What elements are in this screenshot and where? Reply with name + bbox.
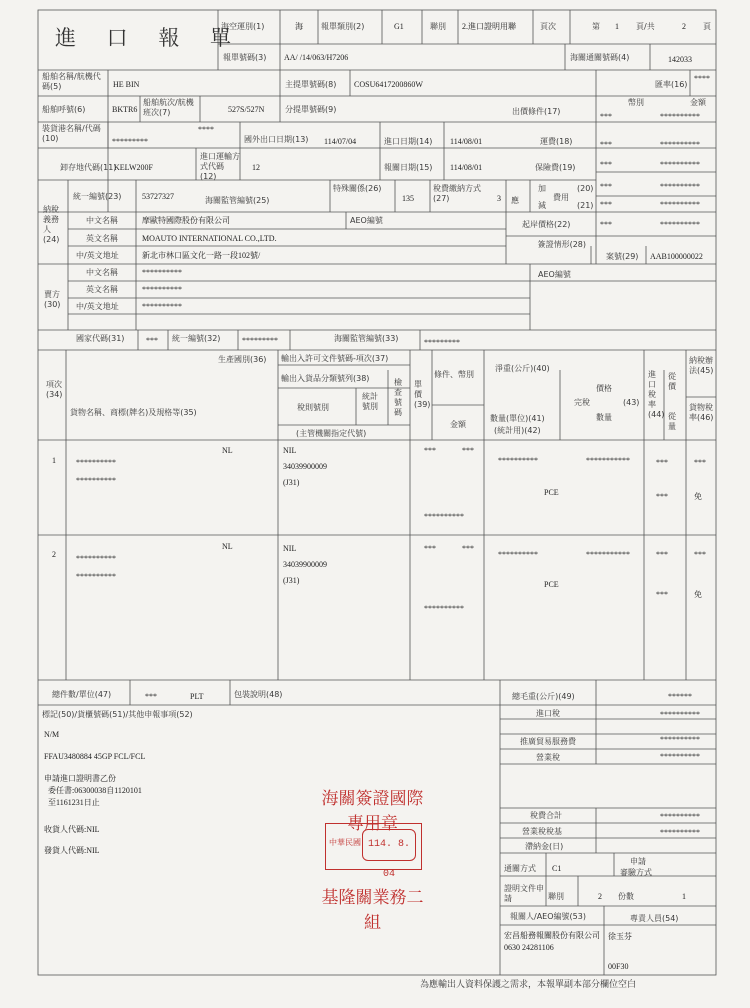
vat-base-value: ********** (660, 828, 700, 837)
seller-unified-label: 統一編號(32) (172, 334, 221, 343)
adj1-amount: ********** (660, 182, 700, 191)
freight-amount: ********** (660, 140, 700, 149)
specialist-code-value: 00F30 (608, 962, 629, 971)
clearance-value: C1 (552, 864, 562, 873)
page-no-label: 第 (592, 22, 600, 31)
insurance-currency: *** (600, 160, 612, 169)
page-label: 頁次 (540, 22, 556, 31)
item-value: *********** (586, 456, 630, 465)
export-date-value: 114/07/04 (324, 137, 357, 146)
rate-value: **** (694, 74, 710, 83)
stamp-left-text: 中華民國 (329, 838, 361, 847)
footer-note: 為應輸出人資料保護之需求，本報單副本部分欄位空白 (420, 980, 637, 990)
adj-no2: (21) (577, 201, 594, 210)
stamp-top-text: 海關簽證國際專用章 (321, 789, 424, 834)
item-cond: *** (424, 446, 436, 455)
adj1-currency: *** (600, 182, 612, 191)
item-value: *********** (586, 550, 630, 559)
dept-label: 從價 (668, 372, 676, 391)
transport-mode-label: 海空運別(1) (221, 22, 265, 31)
gross-wt-value: ****** (668, 692, 692, 701)
item-net-wt: ********** (498, 550, 538, 559)
customs-reg-label: 海關監管編號(25) (205, 196, 270, 205)
qty-label: 數量(單位)(41) (490, 414, 545, 423)
item-desc-2: ********** (76, 572, 116, 581)
adj2-amount: ********** (660, 200, 700, 209)
cond-label: 條件、幣別 (434, 370, 474, 379)
business-tax-value: ********** (660, 752, 700, 761)
loading-port-code: **** (198, 125, 214, 134)
stamp-bottom-text: 基隆關業務二組 (321, 888, 424, 933)
cif-label: 起岸價格(22) (522, 220, 571, 229)
seller-cn-label: 中文名稱 (86, 268, 118, 277)
seller-unified-value: ********* (242, 336, 278, 345)
add-label: 加 (538, 184, 546, 193)
pkg-desc-label: 包裝說明(48) (234, 690, 283, 699)
item-amount: ********** (424, 604, 464, 613)
value-no-label: (43) (623, 398, 640, 407)
item-rate-1: *** (656, 458, 668, 467)
currency-label: 幣別 (628, 98, 644, 107)
loading-port-value: ********* (112, 137, 148, 146)
special-rel-label: 特殊關係(26) (333, 184, 382, 193)
decl-date-value: 114/08/01 (450, 163, 483, 172)
item-tax-1: *** (694, 458, 706, 467)
item-tax-2: 免 (694, 492, 702, 501)
copy-no-value: 2 (598, 892, 602, 901)
office-code-label: 海關通關號碼(4) (570, 53, 630, 62)
house-bl-label: 分提單號碼(9) (285, 105, 337, 114)
value-label: 價格 (596, 384, 612, 393)
item-tariff: 34039900009 (283, 560, 327, 569)
insurance-amount: ********** (660, 160, 700, 169)
late-fee-label: 滯納金(日) (525, 842, 564, 851)
special-rel-value: 135 (402, 194, 414, 203)
declaration-type-label: 報單類別(2) (321, 22, 365, 31)
adj-label: 應 (511, 196, 519, 205)
item-origin: NL (222, 542, 233, 551)
marks-line-6: 收貨人代碼:NIL (44, 825, 100, 834)
apply-label: 申請 (630, 857, 646, 866)
seller-en-value: ********** (142, 285, 182, 294)
goods-tax-label: 貨物稅率(46) (689, 403, 714, 422)
item-permit: NIL (283, 544, 297, 553)
loading-port-label: 裝貨港名稱/代碼(10) (42, 124, 101, 143)
trade-fee-value: ********** (660, 735, 700, 744)
import-duty-value: ********** (660, 710, 700, 719)
carrier-code-label: 進口運輸方式代碼(12) (200, 152, 240, 181)
clearance-label: 通關方式 (504, 864, 536, 873)
import-date-label: 進口日期(14) (384, 137, 433, 146)
decl-no-value: AA/ /14/063/H7206 (284, 53, 349, 62)
seller-cn-value: ********** (142, 268, 182, 277)
cert-label: 證明文件申請 (504, 884, 544, 903)
item-cond: *** (424, 544, 436, 553)
seller-address-value: ********** (142, 302, 182, 311)
item-amount: ********** (424, 512, 464, 521)
item-tax-2: 免 (694, 590, 702, 599)
marks-line-1: N/M (44, 730, 60, 739)
inspect-label: 審驗方式 (620, 868, 652, 877)
item-net-wt: ********** (498, 456, 538, 465)
decl-date-label: 報關日期(15) (384, 163, 433, 172)
goods-code-label: 輸出入貨品分類號列(38) (281, 374, 370, 383)
marks-label: 標記(50)/貨櫃號碼(51)/其他申報事項(52) (42, 710, 193, 719)
broker-label: 報關人/AEO編號(53) (510, 912, 586, 921)
office-code-value: 142033 (668, 55, 692, 64)
adj2-currency: *** (600, 200, 612, 209)
item-no: 1 (52, 456, 56, 465)
seller-customs-value: ********* (424, 338, 460, 347)
country-value: *** (146, 336, 158, 345)
customs-stamp (315, 780, 430, 933)
seller-en-label: 英文名稱 (86, 285, 118, 294)
insurance-label: 保險費(19) (535, 163, 576, 172)
copies-value: 1 (682, 892, 686, 901)
voyage-label: 船舶航次/航機班次(7) (143, 98, 194, 117)
vessel-label: 船舶名稱/航機代碼(5) (42, 72, 101, 91)
copies-label: 份數 (618, 892, 634, 901)
stat-qty-label: (統計用)(42) (494, 426, 541, 435)
stamp-date: 114. 8. 04 (362, 829, 416, 861)
copy-type-value: 2.進口證明用聯 (462, 22, 516, 31)
freight-label: 運費(18) (540, 137, 573, 146)
terms-label: 出價條件(17) (512, 107, 561, 116)
qty2-label: 數量 (596, 413, 612, 422)
copy-label: 聯別 (548, 892, 564, 901)
item-tax-1: *** (694, 550, 706, 559)
cif-currency: *** (600, 220, 612, 229)
call-sign-value: BKTR6 (112, 105, 138, 114)
carrier-code-value: 12 (252, 163, 260, 172)
origin-label: 生產國別(36) (218, 355, 267, 364)
sub-label: 減 (538, 201, 546, 210)
marks-line-4: 委任書:06300038自1120101 (44, 786, 142, 795)
terms-amount: ********** (660, 112, 700, 121)
sign-label: 簽證情形(28) (537, 240, 586, 249)
vessel-value: HE BIN (113, 80, 140, 89)
page-no-value: 1 (615, 22, 619, 31)
master-bl-label: 主提單號碼(8) (285, 80, 337, 89)
specialist-label: 專責人員(54) (630, 914, 679, 923)
export-date-label: 國外出口日期(13) (244, 135, 309, 144)
item-desc-1: ********** (76, 458, 116, 467)
item-desc-2: ********** (76, 476, 116, 485)
unified-no-label: 統一編號(23) (73, 192, 122, 201)
tax-total-label: 稅費合計 (530, 811, 562, 820)
importer-cn-label: 中文名稱 (86, 216, 118, 225)
item-no-label: 項次(34) (46, 380, 63, 399)
dept2-label: 從量 (668, 412, 676, 431)
tariff-label: 稅則號別 (297, 403, 329, 412)
business-tax-label: 營業稅 (536, 753, 560, 762)
tax-total-value: ********** (660, 812, 700, 821)
item-permit: NIL (283, 446, 297, 455)
total-pkg-value: *** (145, 692, 157, 701)
page-unit-label: 頁 (703, 22, 711, 31)
net-wt-label: 淨重(公斤)(40) (495, 364, 550, 373)
rate-label: 匯率(16) (655, 80, 688, 89)
marks-line-7: 發貨人代碼:NIL (44, 846, 100, 855)
cif-amount: ********** (660, 220, 700, 229)
item-rate-1: *** (656, 550, 668, 559)
gross-wt-label: 總毛重(公斤)(49) (512, 692, 575, 701)
amount2-label: 金額 (450, 420, 466, 429)
master-bl-value: COSU6417200860W (354, 80, 423, 89)
item-tariff: 34039900009 (283, 462, 327, 471)
country-label: 國家代碼(31) (76, 334, 125, 343)
item-origin: NL (222, 446, 233, 455)
item-code: (J31) (283, 576, 300, 585)
page-total-value: 2 (682, 22, 686, 31)
check-label: 檢查號碼 (394, 378, 402, 417)
broker-name-value: 宏昌船務報關股份有限公司 0630 24281106 (504, 931, 600, 952)
seller-customs-label: 海關監管編號(33) (334, 334, 399, 343)
item-no: 2 (52, 550, 56, 559)
importer-block-label: 納稅義務人(24) (43, 205, 60, 244)
item-unit: PCE (544, 580, 559, 589)
marks-line-2: FFAU3480884 45GP FCL/FCL (44, 752, 146, 761)
copy-type-label: 聯別 (430, 22, 446, 31)
marks-line-5: 至1161231日止 (44, 798, 100, 807)
call-sign-label: 船舶呼號(6) (42, 105, 86, 114)
item-price: *** (462, 544, 474, 553)
importer-aeo-label: AEO編號 (350, 216, 383, 225)
importer-address-value: 新北市林口區文化一路一段102號/ (142, 251, 261, 260)
importer-en-value: MOAUTO INTERNATIONAL CO.,LTD. (142, 234, 277, 243)
item-unit: PCE (544, 488, 559, 497)
decl-no-label: 報單號碼(3) (223, 53, 267, 62)
payment-value: 3 (497, 194, 501, 203)
item-desc-1: ********** (76, 554, 116, 563)
pkg-unit-value: PLT (190, 692, 204, 701)
amount-label: 金額 (690, 98, 706, 107)
item-code: (J31) (283, 478, 300, 487)
total-pkg-label: 總件數/單位(47) (52, 690, 112, 699)
case-no-label: 案號(29) (606, 252, 639, 261)
item-rate-2: *** (656, 590, 668, 599)
import-date-value: 114/08/01 (450, 137, 483, 146)
declaration-type-value: G1 (394, 22, 404, 31)
payment-label: 稅費繳納方式(27) (433, 184, 481, 203)
freight-currency: *** (600, 140, 612, 149)
case-no-value: AAB100000022 (650, 252, 703, 261)
terms-currency: *** (600, 112, 612, 121)
unified-no-value: 53727327 (142, 192, 174, 201)
item-price: *** (462, 446, 474, 455)
fee-label: 費用 (553, 193, 569, 202)
vat-base-label: 營業稅稅基 (522, 827, 562, 836)
form-title: 進 口 報 單 (55, 26, 244, 50)
trade-fee-label: 推廣貿易服務費 (520, 737, 576, 746)
seller-address-label: 中/英文地址 (76, 302, 119, 311)
stat-label: 統計號別 (362, 392, 378, 411)
import-duty-label: 進口稅 (536, 709, 560, 718)
importer-cn-value: 摩歐特國際股份有限公司 (142, 216, 230, 225)
storage-code-value: KELW200F (114, 163, 153, 172)
tax-method-label: 納稅辦法(45) (689, 356, 714, 375)
specialist-name-value: 徐玉芬 (608, 932, 632, 941)
seller-block-label: 賣方(30) (44, 290, 61, 309)
marks-line-3: 申請進口證明書乙份 (44, 774, 116, 783)
permit-label: 輸出入許可文件號碼-項次(37) (281, 354, 389, 363)
item-rate-2: *** (656, 492, 668, 501)
storage-code-label: 卸存地代碼(11) (60, 163, 117, 172)
importer-en-label: 英文名稱 (86, 234, 118, 243)
page-of-label: 頁/共 (636, 22, 655, 31)
importer-address-label: 中/英文地址 (76, 251, 119, 260)
duty-rate-label: 進口稅率(44) (648, 370, 665, 419)
duty-basis-label: 完稅 (574, 398, 590, 407)
unit-price-label: 單價(39) (414, 380, 431, 409)
adj-no1: (20) (577, 184, 594, 193)
desc-label: 貨物名稱、商標(牌名)及規格等(35) (70, 408, 197, 417)
voyage-value: 527S/527N (228, 105, 265, 114)
seller-aeo-label: AEO編號 (538, 270, 571, 279)
customs-note-label: (主管機關指定代號) (296, 429, 367, 438)
transport-mode-value: 海 (295, 22, 303, 31)
